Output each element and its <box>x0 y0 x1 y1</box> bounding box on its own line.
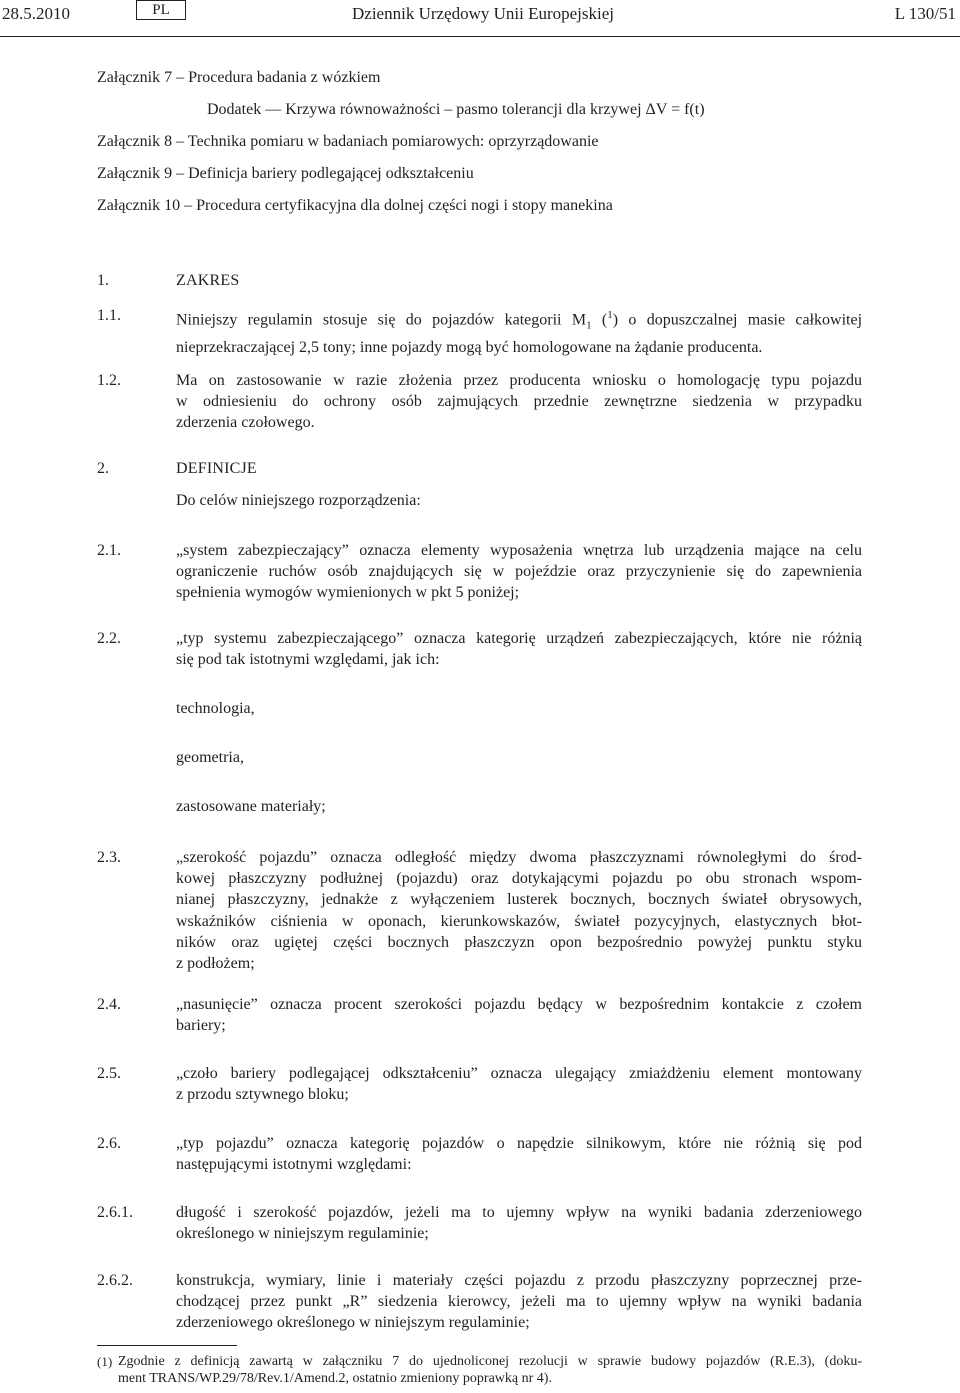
annex-7-appendix: Dodatek — Krzywa równoważności – pasmo tolerancji dla krzywej ΔV = f(t) <box>207 101 705 118</box>
paragraph-line: ników oraz ugiętej części bocznych płaszczyzn opon bezpośrednio powyżej punktu styku <box>176 933 862 951</box>
paragraph-line: wskaźników ciśnienia w oponach, kierunkowskazów, świateł pozycyjnych, elastycznych błot- <box>176 912 862 930</box>
paragraph-line: zderzeniowego określonego w niniejszym regulaminie; <box>176 1314 530 1332</box>
list-item: zastosowane materiały; <box>176 798 326 815</box>
annex-10: Załącznik 10 – Procedura certyfikacyjna dla dolnej części nogi i stopy manekina <box>97 197 613 214</box>
paragraph-line: się pod tak istotnymi względami, jak ich: <box>176 651 440 669</box>
footnote-line: ment TRANS/WP.29/78/Rev.1/Amend.2, ostatnio zmieniony poprawką nr 4). <box>118 1371 552 1386</box>
annex-8: Załącznik 8 – Technika pomiaru w badaniach pomiarowych: oprzyrządowanie <box>97 133 599 150</box>
paragraph-line: z podłożem; <box>176 955 255 973</box>
section-1-title: ZAKRES <box>176 272 240 289</box>
journal-title: Dziennik Urzędowy Unii Europejskiej <box>352 4 615 23</box>
paragraph-line: bariery; <box>176 1017 226 1035</box>
section-2-intro: Do celów niniejszego rozporządzenia: <box>176 492 421 509</box>
footnote-ref-1[interactable]: 1 <box>607 309 613 321</box>
paragraph-2-6-2 <box>176 1270 862 1334</box>
paragraph-1-1: Niniejszy regulamin stosuje się do pojazdów kategorii $M_1$ ($^1$) o dopuszczalnej masie całkowitej nieprzekraczającej 2,5 tony; inne pojazdy mogą być homologowane na żądanie producenta. <box>176 305 862 358</box>
paragraph-2-1-number: 2.1. <box>97 542 121 559</box>
paragraph-line: następującymi istotnymi względami: <box>176 1156 412 1174</box>
paragraph-line: kowej płaszczyzny podłużnej (pojazdu) oraz dotykającymi pojazdu po obu stronach wspom- <box>176 870 862 888</box>
paragraph-line: „czoło bariery podlegającej odkształceniu” oznacza ulegający zmiażdżeniu element montowany <box>176 1065 862 1082</box>
paragraph-2-6 <box>176 1133 862 1175</box>
paragraph-1-1-line: nieprzekraczającej 2,5 tony; inne pojazdy mogą być homologowane na żądanie producenta. <box>176 338 763 356</box>
header-divider <box>0 36 960 37</box>
paragraph-1-2 <box>176 370 862 434</box>
paragraph-line: „szerokość pojazdu” oznacza odległość między dwoma płaszczyznami równoległymi do środ- <box>176 849 862 866</box>
list-item: technologia, <box>176 700 255 717</box>
paragraph-line: konstrukcja, wymiary, linie i materiały części pojazdu z przodu płaszczyzny poprzecznej prze- <box>176 1272 862 1289</box>
paragraph-2-5-number: 2.5. <box>97 1065 121 1082</box>
paragraph-2-6-1 <box>176 1202 862 1244</box>
paragraph-2-5 <box>176 1063 862 1105</box>
annex-7: Załącznik 7 – Procedura badania z wózkiem <box>97 69 381 86</box>
paragraph-line: „typ pojazdu” oznacza kategorię pojazdów o napędzie silnikowym, które nie różnią się pod <box>176 1135 862 1152</box>
paragraph-line: nianej płaszczyzny, jednakże z wyłączeniem lusterek bocznych, bocznych świateł obrysowych, <box>176 891 862 909</box>
paragraph-line: „system zabezpieczający” oznacza elementy wyposażenia wnętrza lub urządzenia mające na celu <box>176 542 862 559</box>
footnote-number: (1) <box>97 1354 113 1369</box>
paragraph-line: Ma on zastosowanie w razie złożenia przez producenta wniosku o homologację typu pojazdu <box>176 372 862 389</box>
list-item: geometria, <box>176 749 244 766</box>
footnote-line: Zgodnie z definicją zawartą w załączniku 7 do ujednoliconej rezolucji w sprawie budowy pojazdów (R.E.3), (doku- <box>118 1354 862 1369</box>
paragraph-line: z przodu sztywnego bloku; <box>176 1086 349 1104</box>
paragraph-1-1-text-a: Niniejszy regulamin stosuje się do pojazdów kategorii M <box>176 311 587 329</box>
language-badge: PL <box>136 0 186 20</box>
publication-date: 28.5.2010 <box>2 4 70 23</box>
paragraph-line: „nasunięcie” oznacza procent szerokości pojazdu będący w bezpośrednim kontakcie z czołem <box>176 996 862 1013</box>
section-2-title: DEFINICJE <box>176 460 257 477</box>
annex-9: Załącznik 9 – Definicja bariery podlegającej odkształceniu <box>97 165 474 182</box>
paragraph-line: długość i szerokość pojazdów, jeżeli ma to ujemny wpływ na wyniki badania zderzeniowego <box>176 1204 862 1221</box>
paragraph-1-1-text-b: o dopuszczalnej masie całkowitej <box>628 311 863 329</box>
paragraph-line: zderzenia czołowego. <box>176 414 315 432</box>
footnote-divider <box>97 1345 237 1346</box>
section-2-number: 2. <box>97 460 109 477</box>
paragraph-2-2 <box>176 628 862 670</box>
paragraph-2-1 <box>176 540 862 604</box>
paragraph-2-2-number: 2.2. <box>97 630 121 647</box>
paragraph-2-4-number: 2.4. <box>97 996 121 1013</box>
paragraph-2-6-2-number: 2.6.2. <box>97 1272 133 1289</box>
paragraph-line: w odniesieniu do ochrony osób zajmujących przednie zewnętrzne siedzenia w przypadku <box>176 393 862 411</box>
paragraph-2-6-number: 2.6. <box>97 1135 121 1152</box>
paragraph-2-3-number: 2.3. <box>97 849 121 866</box>
category-subscript: 1 <box>586 319 592 332</box>
paragraph-line: spełnienia wymogów wymienionych w pkt 5 poniżej; <box>176 584 520 602</box>
paragraph-2-6-1-number: 2.6.1. <box>97 1204 133 1221</box>
paragraph-1-2-number: 1.2. <box>97 372 121 389</box>
footnote-text <box>118 1353 862 1387</box>
paragraph-line: „typ systemu zabezpieczającego” oznacza kategorię urządzeń zabezpieczających, które nie różnią <box>176 630 862 647</box>
paragraph-2-3 <box>176 847 862 974</box>
paragraph-line: chodzącej przez punkt „R” siedzenia kierowcy, jeżeli ma to ujemny wpływ na wyniki badania <box>176 1293 862 1311</box>
section-1-number: 1. <box>97 272 109 289</box>
paragraph-line: ograniczenie ruchów osób znajdujących się w pojeździe oraz przyczynienie się do zapewnienia <box>176 563 862 581</box>
paragraph-2-4 <box>176 994 862 1036</box>
page-reference: L 130/51 <box>894 4 956 23</box>
paragraph-1-1-number: 1.1. <box>97 307 121 324</box>
paragraph-line: określonego w niniejszym regulaminie; <box>176 1225 429 1243</box>
